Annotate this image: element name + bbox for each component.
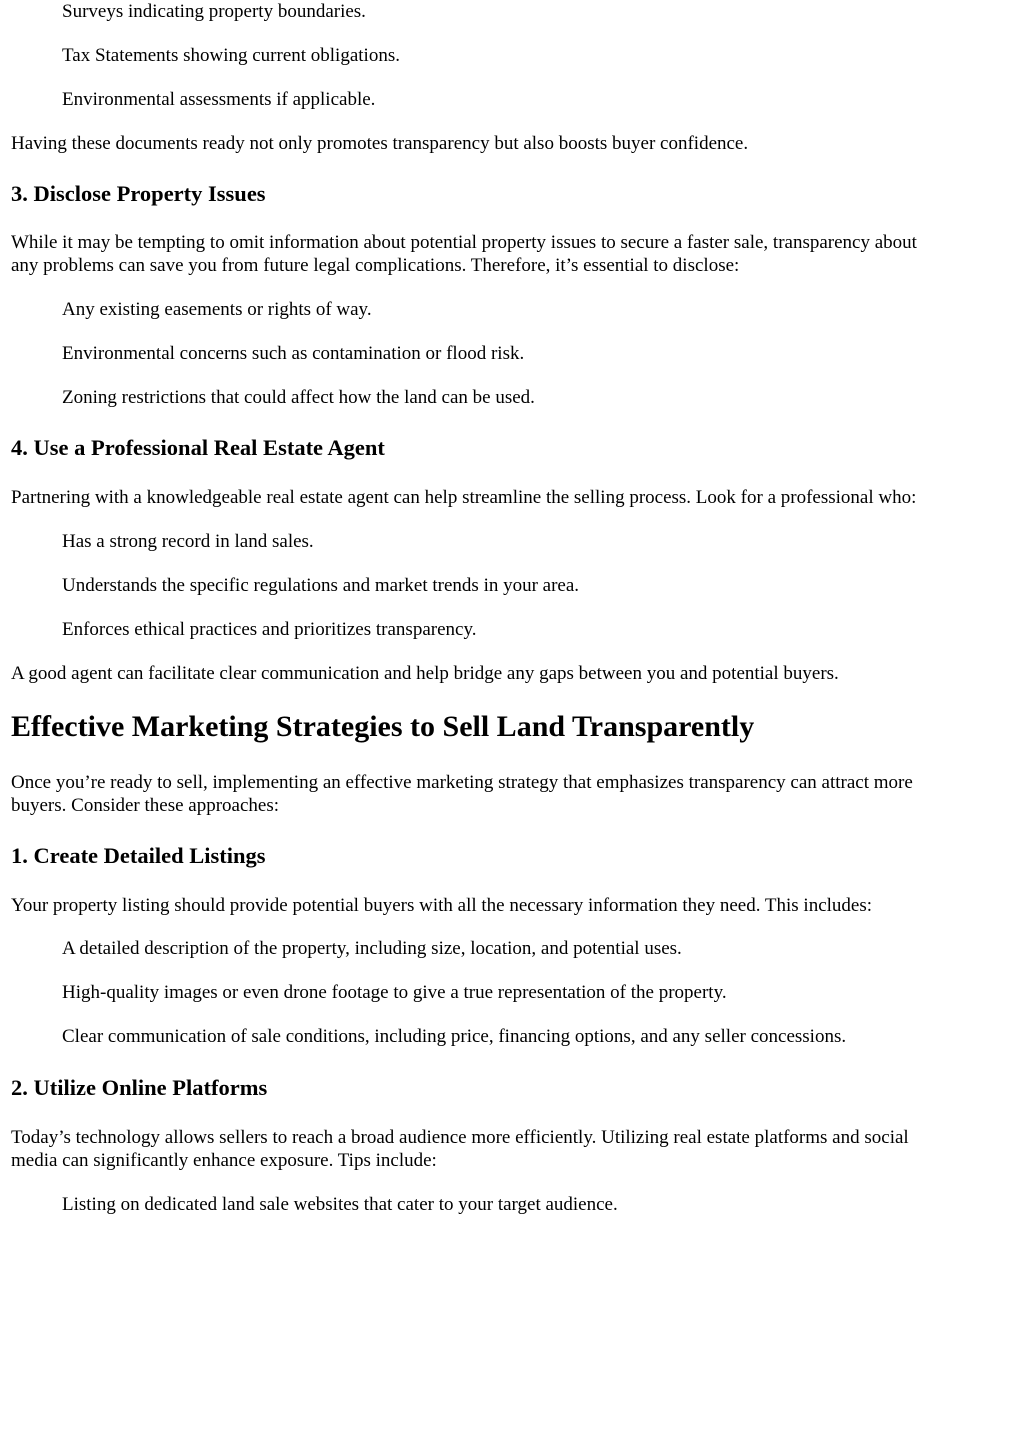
paragraph-marketing-line-2: buyers. Consider these approaches: — [11, 795, 280, 816]
heading-online-platforms: 2. Utilize Online Platforms — [11, 1075, 268, 1100]
paragraph-documents: Having these documents ready not only promotes transparency but also boosts buyer confidence. — [11, 133, 749, 154]
list-item: Tax Statements showing current obligations. — [62, 45, 400, 66]
list-item: Environmental concerns such as contamination or flood risk. — [62, 343, 525, 364]
heading-disclose-property-issues: 3. Disclose Property Issues — [11, 181, 266, 206]
list-item: Any existing easements or rights of way. — [62, 299, 372, 320]
heading-marketing-strategies: Effective Marketing Strategies to Sell Land Transparently — [11, 710, 755, 743]
list-item: High-quality images or even drone footage to give a true representation of the property. — [62, 982, 727, 1003]
paragraph-agent: Partnering with a knowledgeable real estate agent can help streamline the selling process. Look for a professional who: — [11, 487, 917, 508]
paragraph-marketing-line-1: Once you’re ready to sell, implementing an effective marketing strategy that emphasizes transparency can attract more — [11, 772, 913, 793]
paragraph-online-line-2: media can significantly enhance exposure. Tips include: — [11, 1150, 437, 1171]
list-item: Zoning restrictions that could affect how the land can be used. — [62, 387, 535, 408]
paragraph-online-line-1: Today’s technology allows sellers to reach a broad audience more efficiently. Utilizing real estate platforms and social — [11, 1127, 909, 1148]
list-item: Environmental assessments if applicable. — [62, 89, 376, 110]
paragraph-agent-conclusion: A good agent can facilitate clear communication and help bridge any gaps between you and potential buyers. — [11, 663, 839, 684]
list-item: Understands the specific regulations and market trends in your area. — [62, 575, 580, 596]
list-item: Surveys indicating property boundaries. — [62, 1, 366, 22]
list-item: Has a strong record in land sales. — [62, 531, 314, 552]
list-item: A detailed description of the property, including size, location, and potential uses. — [62, 938, 682, 959]
paragraph-listings: Your property listing should provide potential buyers with all the necessary information they need. This includes: — [11, 895, 873, 916]
paragraph-disclose-line-2: any problems can save you from future legal complications. Therefore, it’s essential to disclose: — [11, 255, 740, 276]
heading-detailed-listings: 1. Create Detailed Listings — [11, 843, 266, 868]
paragraph-disclose-line-1: While it may be tempting to omit information about potential property issues to secure a faster sale, transparency about — [11, 232, 917, 253]
list-item: Enforces ethical practices and prioritizes transparency. — [62, 619, 477, 640]
list-item: Listing on dedicated land sale websites that cater to your target audience. — [62, 1194, 618, 1215]
heading-real-estate-agent: 4. Use a Professional Real Estate Agent — [11, 435, 385, 460]
list-item: Clear communication of sale conditions, including price, financing options, and any seller concessions. — [62, 1026, 847, 1047]
